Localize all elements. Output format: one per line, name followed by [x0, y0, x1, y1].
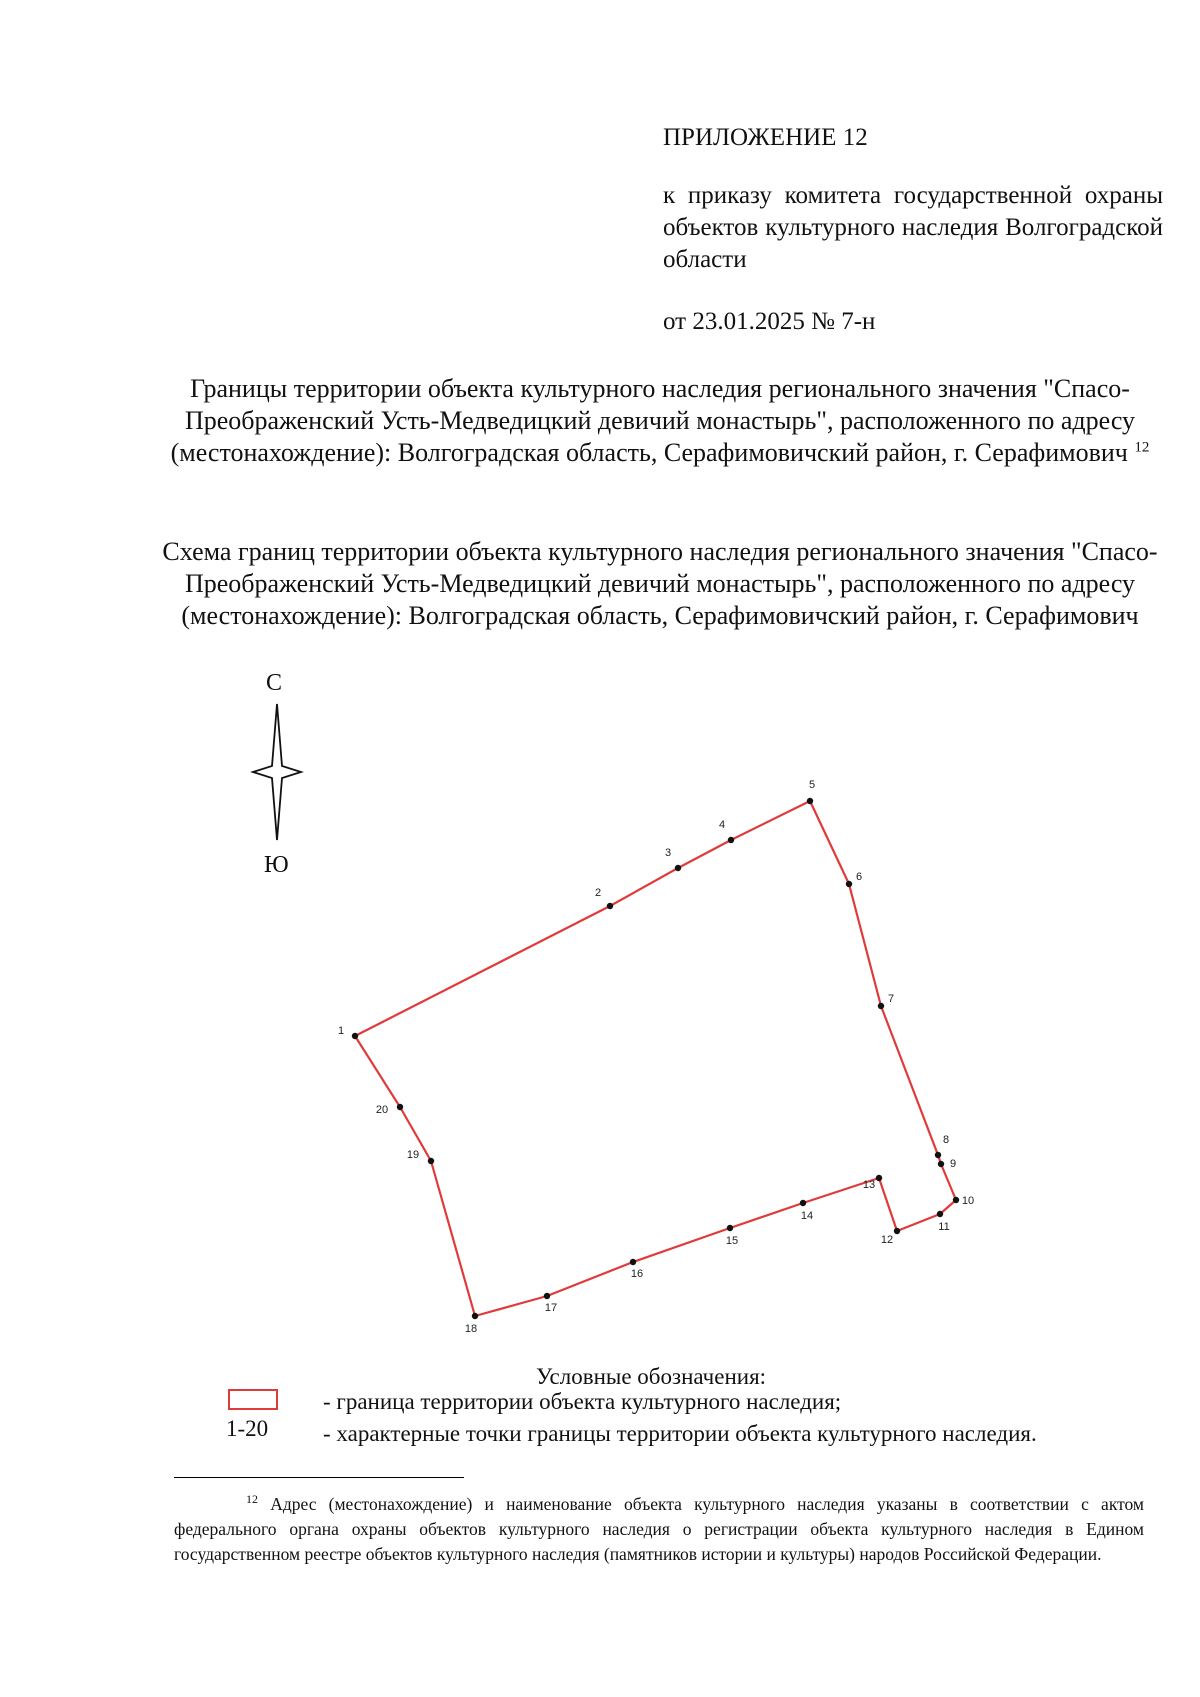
boundary-point-10 [953, 1197, 959, 1203]
boundary-point-label: 8 [942, 1134, 950, 1146]
boundary-point-3 [675, 865, 681, 871]
boundary-point-14 [800, 1200, 806, 1206]
boundary-point-label: 19 [406, 1149, 420, 1161]
boundary-point-18 [472, 1313, 478, 1319]
boundary-point-label: 6 [855, 871, 863, 883]
footnote [174, 1492, 1144, 1567]
boundary-point-17 [544, 1293, 550, 1299]
boundary-point-7 [878, 1003, 884, 1009]
compass-north-label: С [266, 670, 283, 696]
boundary-point-label: 20 [375, 1104, 389, 1116]
boundary-point-label: 2 [594, 887, 602, 899]
annex-title: ПРИЛОЖЕНИЕ 12 [663, 124, 868, 151]
boundary-polygon [355, 801, 956, 1316]
legend-boundary-swatch [228, 1389, 278, 1410]
boundary-point-label: 18 [464, 1323, 478, 1335]
annex-order-date: от 23.01.2025 № 7-н [663, 308, 876, 335]
boundary-point-19 [428, 1158, 434, 1164]
boundary-point-label: 5 [808, 779, 816, 791]
boundary-point-label: 17 [544, 1302, 558, 1314]
boundary-point-13 [876, 1175, 882, 1181]
boundary-point-6 [846, 881, 852, 887]
scheme-heading: Схема границ территории объекта культурного наследия регионального значения "Спасо-Преображенский Усть-Медведицкий девичий монастырь", расположенного по адресу (местонахождение): Волгоградская область, Серафимовичский район, г. Серафимович [162, 537, 1158, 630]
legend-title: Условные обозначения: [536, 1364, 767, 1389]
boundary-point-9 [938, 1161, 944, 1167]
boundary-point-label: 13 [862, 1179, 876, 1191]
boundary-point-20 [397, 1104, 403, 1110]
heading-text: Границы территории объекта культурного наследия регионального значения "Спасо-Преображенский Усть-Медведицкий девичий монастырь", расположенного по адресу (местонахождение): Волгоградская область, Серафимовичский район, г. Серафимович [170, 374, 1136, 467]
boundary-point-label: 10 [961, 1195, 975, 1207]
boundary-point-8 [935, 1152, 941, 1158]
boundary-point-label: 12 [880, 1234, 894, 1246]
footnote-number: 12 [246, 1492, 258, 1507]
boundary-point-label: 1 [337, 1025, 345, 1037]
boundary-point-label: 15 [725, 1235, 739, 1247]
boundary-point-label: 4 [718, 819, 726, 831]
legend-boundary-description: - граница территории объекта культурного наследия; [323, 1389, 842, 1414]
boundary-point-4 [728, 837, 734, 843]
boundary-point-15 [727, 1225, 733, 1231]
footnote-text: Адрес (местонахождение) и наименование объекта культурного наследия указаны в соответствии с актом федерального органа охраны объектов культурного наследия о регистрации объекта культурного наследия в Едином государственном реестре объектов культурного наследия (памятников истории и культуры) народов Российской Федерации. [174, 1494, 1145, 1564]
compass-south-label: Ю [264, 852, 289, 878]
legend-points-range: 1-20 [226, 1416, 269, 1441]
boundary-point-12 [894, 1228, 900, 1234]
footnote-separator [174, 1477, 464, 1478]
boundary-point-label: 3 [664, 847, 672, 859]
boundary-point-2 [607, 903, 613, 909]
boundary-point-1 [352, 1033, 358, 1039]
boundary-point-11 [937, 1211, 943, 1217]
legend-points-description: - характерные точки границы территории объекта культурного наследия. [323, 1421, 1037, 1446]
boundary-point-label: 16 [630, 1268, 644, 1280]
boundary-point-label: 14 [800, 1210, 814, 1222]
boundary-point-label: 11 [938, 1221, 950, 1233]
boundary-point-label: 9 [949, 1158, 957, 1170]
boundary-point-5 [807, 798, 813, 804]
footnote-reference: 12 [1134, 439, 1150, 456]
boundary-point-16 [630, 1259, 636, 1265]
annex-order-reference: к приказу комитета государственной охраны объектов культурного наследия Волгоградской области [663, 182, 1163, 273]
boundary-point-label: 7 [887, 993, 895, 1005]
